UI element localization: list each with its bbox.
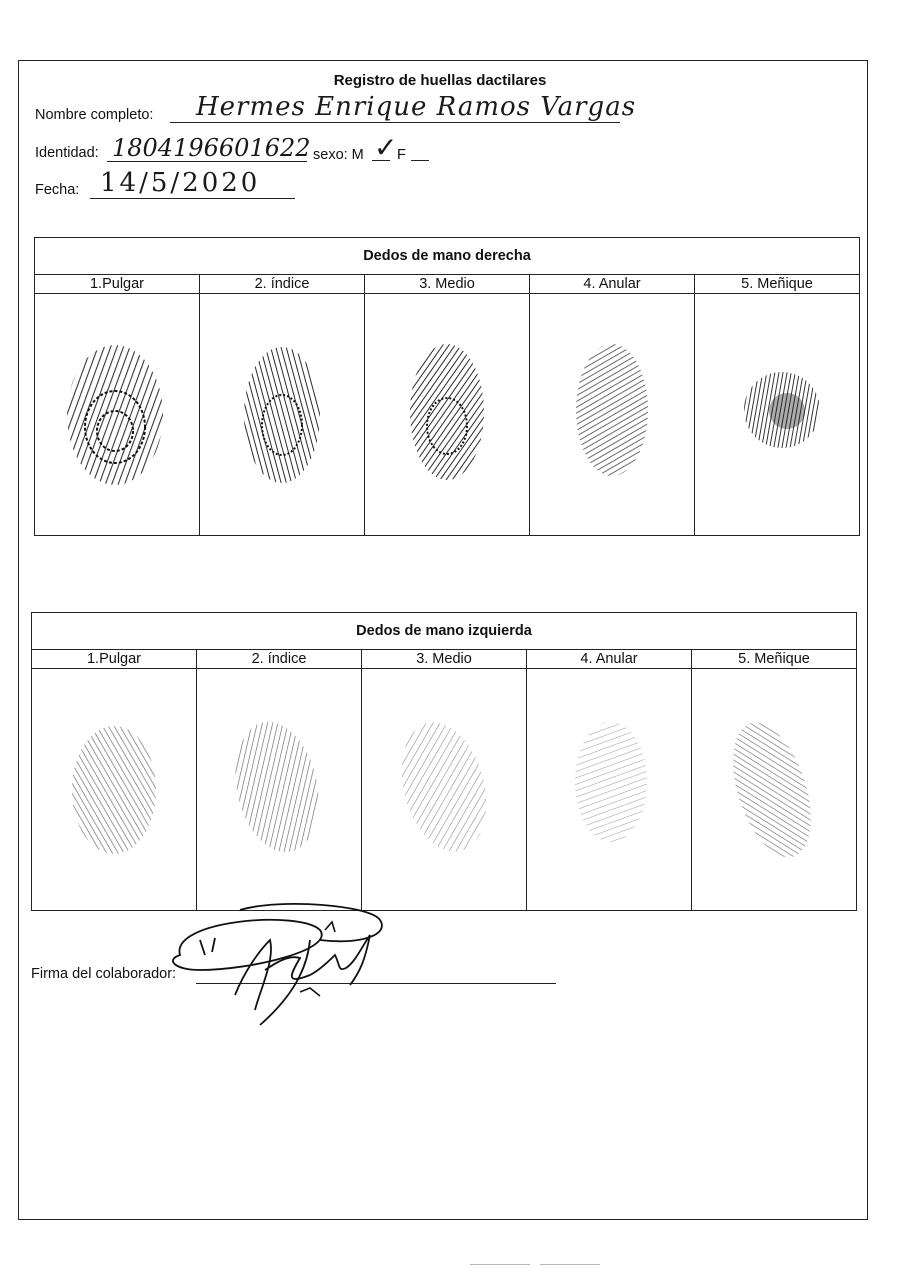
fingerprint-icon [232, 340, 332, 490]
right-col-thumb: 1.Pulgar [35, 275, 200, 294]
handwritten-signature [160, 900, 400, 1030]
nombre-line [170, 122, 620, 123]
identidad-label: Identidad: [35, 145, 99, 161]
right-hand-table [34, 237, 860, 536]
nombre-label: Nombre completo: [35, 107, 154, 123]
right-col-middle: 3. Medio [365, 275, 530, 294]
fingerprint-icon [562, 340, 662, 490]
left-col-thumb: 1.Pulgar [32, 650, 197, 669]
left-ring-print [527, 669, 692, 911]
left-col-ring: 4. Anular [527, 650, 692, 669]
right-pinky-print [695, 294, 860, 536]
right-col-ring: 4. Anular [530, 275, 695, 294]
left-col-pinky: 5. Meñique [692, 650, 857, 669]
right-middle-print [365, 294, 530, 536]
fecha-line [90, 198, 295, 199]
left-col-index: 2. índice [197, 650, 362, 669]
right-ring-print [530, 294, 695, 536]
nombre-value: Hermes Enrique Ramos Vargas [196, 92, 637, 122]
left-thumb-print [32, 669, 197, 911]
fecha-value: 14/5/2020 [100, 168, 261, 198]
sexo-f-line [411, 160, 429, 161]
identidad-value: 1804196601622 [112, 134, 311, 162]
fingerprint-icon [389, 715, 499, 865]
left-pinky-print [692, 669, 857, 911]
fingerprint-icon [559, 720, 659, 860]
right-hand-title: Dedos de mano derecha [35, 238, 860, 275]
right-col-pinky: 5. Meñique [695, 275, 860, 294]
fingerprint-icon [397, 340, 497, 490]
left-col-middle: 3. Medio [362, 650, 527, 669]
fingerprint-icon [229, 715, 329, 865]
footer-line-left [470, 1264, 530, 1265]
fingerprint-icon [727, 365, 827, 465]
fingerprint-icon [724, 710, 824, 870]
left-hand-title: Dedos de mano izquierda [32, 613, 857, 650]
right-index-print [200, 294, 365, 536]
left-hand-table [31, 612, 857, 911]
right-thumb-print [35, 294, 200, 536]
firma-label: Firma del colaborador: [31, 966, 177, 982]
right-col-index: 2. índice [200, 275, 365, 294]
fecha-label: Fecha: [35, 182, 80, 198]
left-index-print [197, 669, 362, 911]
fingerprint-icon [57, 335, 177, 495]
fingerprint-icon [64, 720, 164, 860]
sexo-label: sexo: M [313, 147, 364, 163]
left-middle-print [362, 669, 527, 911]
sexo-check-mark: ✓ [374, 131, 399, 164]
footer-line-right [540, 1264, 600, 1265]
sexo-f-label: F [397, 147, 406, 163]
form-title: Registro de huellas dactilares [333, 72, 547, 89]
